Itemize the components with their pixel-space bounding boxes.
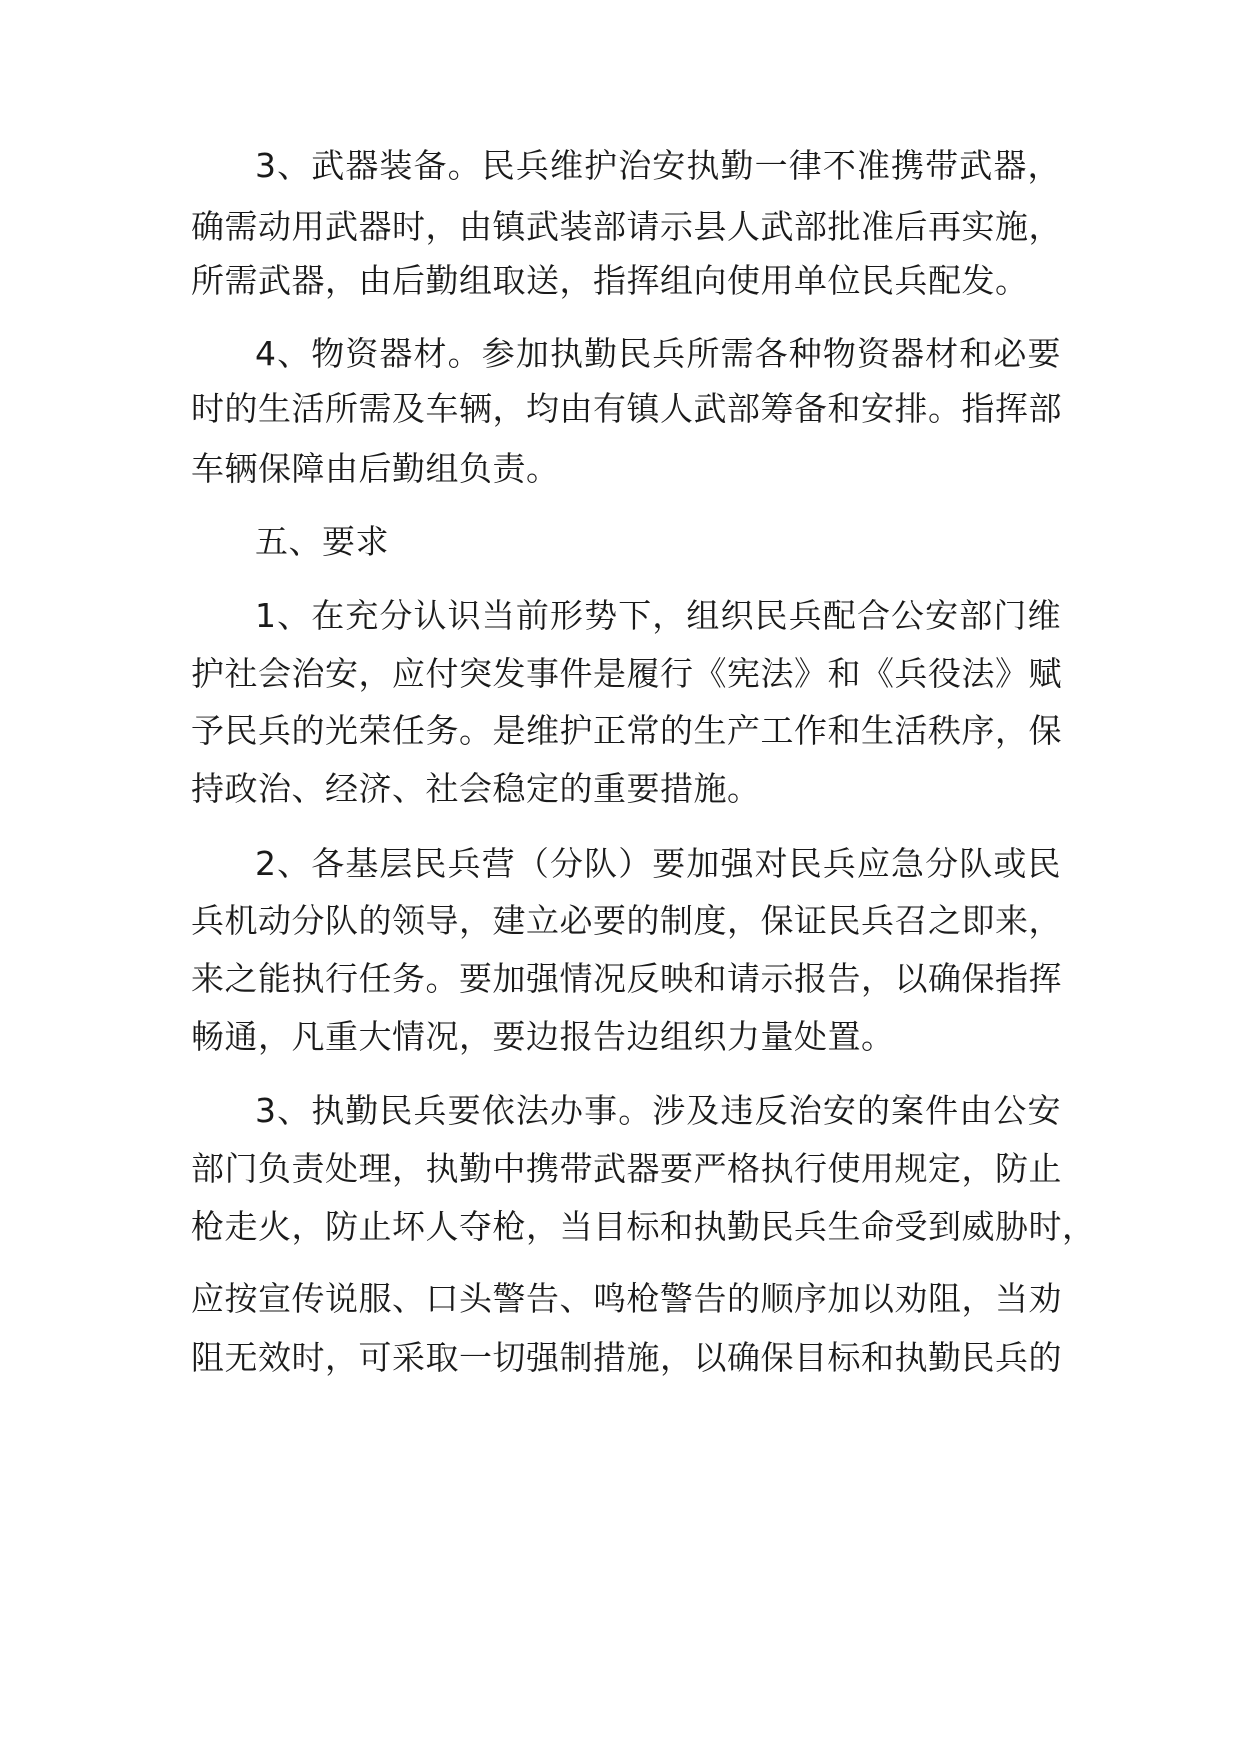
paragraph-line: 护社会治安，应付突发事件是履行《宪法》和《兵役法》赋 (191, 654, 1062, 693)
paragraph-line: 车辆保障由后勤组负责。 (191, 449, 560, 488)
section-heading: 五、要求 (255, 522, 389, 561)
paragraph-line: 枪走火，防止坏人夺枪，当目标和执勤民兵生命受到威胁时， (191, 1207, 1096, 1246)
paragraph-line: 2、各基层民兵营（分队）要加强对民兵应急分队或民 (255, 844, 1061, 883)
paragraph-line: 3、执勤民兵要依法办事。涉及违反治安的案件由公安 (255, 1091, 1061, 1130)
paragraph-line: 3、武器装备。民兵维护治安执勤一律不准携带武器， (255, 146, 1061, 185)
paragraph-line: 4、物资器材。参加执勤民兵所需各种物资器材和必要 (255, 334, 1061, 373)
paragraph-line: 来之能执行任务。要加强情况反映和请示报告，以确保指挥 (191, 959, 1062, 998)
paragraph-line: 持政治、经济、社会稳定的重要措施。 (191, 769, 761, 808)
paragraph-line: 1、在充分认识当前形势下，组织民兵配合公安部门维 (255, 596, 1061, 635)
paragraph-line: 阻无效时，可采取一切强制措施，以确保目标和执勤民兵的 (191, 1338, 1062, 1377)
paragraph-line: 应按宣传说服、口头警告、鸣枪警告的顺序加以劝阻，当劝 (191, 1279, 1062, 1318)
paragraph-line: 时的生活所需及车辆，均由有镇人武部筹备和安排。指挥部 (191, 389, 1062, 428)
paragraph-line: 畅通，凡重大情况，要边报告边组织力量处置。 (191, 1017, 895, 1056)
paragraph-line: 部门负责处理，执勤中携带武器要严格执行使用规定，防止 (191, 1149, 1062, 1188)
paragraph-line: 所需武器，由后勤组取送，指挥组向使用单位民兵配发。 (191, 261, 1029, 300)
paragraph-line: 予民兵的光荣任务。是维护正常的生产工作和生活秩序，保 (191, 711, 1062, 750)
paragraph-line: 确需动用武器时，由镇武装部请示县人武部批准后再实施， (191, 207, 1062, 246)
paragraph-line: 兵机动分队的领导，建立必要的制度，保证民兵召之即来， (191, 901, 1062, 940)
